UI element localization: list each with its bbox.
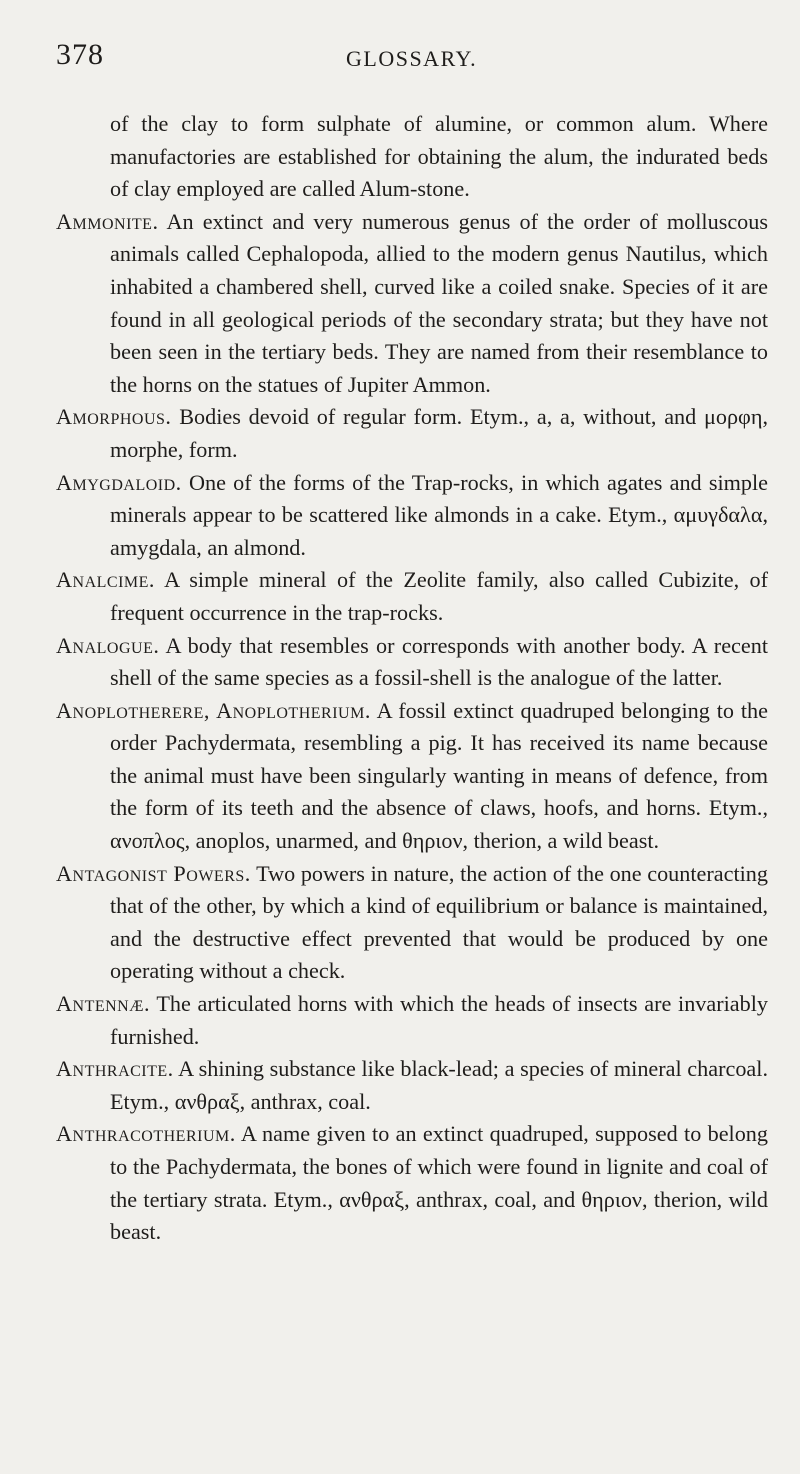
entry-text: Bodies devoid of regular form. Etym., a, a, without, and μορφη, morphe, form.	[110, 404, 769, 462]
page-header	[56, 38, 756, 78]
entry-headword: Ammonite.	[56, 208, 159, 234]
entry-text: One of the forms of the Trap-rocks, in which agates and simple minerals appear to be scattered like almonds in a cake. Etym., αμυγδαλα, amygdala, an almond.	[110, 469, 769, 560]
entry-text: A shining substance like black-lead; a species of mineral charcoal. Etym., ανθραξ, anthrax, coal.	[110, 1056, 768, 1114]
glossary-entry-amorphous	[56, 401, 768, 466]
entry-headword: Analogue.	[56, 632, 160, 658]
entry-text: An extinct and very numerous genus of the order of molluscous animals called Cephalopoda, allied to the modern genus Nautilus, which inhabited a chambered shell, curved like a coiled snake. Species of it are found in all geological periods of the secondary strata; but they have not been seen in the tertiary beds. They are named from their resemblance to the horns on the statues of Jupiter Ammon.	[110, 208, 768, 397]
entry-text: A body that resembles or corresponds with another body. A recent shell of the same species as a fossil-shell is the analogue of the latter.	[110, 632, 768, 691]
glossary-entry-anthracotherium	[56, 1118, 768, 1248]
running-head: GLOSSARY.	[346, 46, 478, 71]
entry-text: A simple mineral of the Zeolite family, also called Cubizite, of frequent occurrence in the trap-rocks.	[110, 567, 768, 625]
glossary-entry-ammonite	[56, 206, 768, 402]
entry-text: of the clay to form sulphate of alumine, or common alum. Where manufactories are established for obtaining the alum, the indurated beds of clay employed are called Alum-stone.	[110, 111, 768, 202]
glossary-entry-amygdaloid	[56, 467, 768, 565]
entry-headword: Anthracotherium.	[56, 1121, 236, 1147]
entry-headword: Anthracite.	[56, 1056, 174, 1082]
entry-text: A fossil extinct quadruped belonging to the order Pachydermata, resembling a pig. It has received its name because the animal must have been singularly wanting in means of defence, from the form of its teeth and the absence of claws, hoofs, and horns. Etym., ανοπλος, anoplos, unarmed, and θηριον, therion, a wild beast.	[110, 697, 768, 854]
glossary-entry-anthracite	[56, 1053, 768, 1118]
glossary-entry-continuation	[56, 108, 768, 206]
entry-text: A name given to an extinct quadruped, supposed to belong to the Pachydermata, the bones of which were found in lignite and coal of the tertiary strata. Etym., ανθραξ, anthrax, coal, and θηριον, therion, wild beast.	[110, 1121, 768, 1245]
entry-text: The articulated horns with which the heads of insects are invariably furnished.	[110, 991, 768, 1049]
glossary-entries	[56, 108, 768, 1249]
entry-headword: Antagonist Powers.	[56, 860, 251, 886]
entry-headword: Analcime.	[56, 567, 155, 593]
glossary-entry-analogue	[56, 630, 768, 695]
entry-headword: Anoplotherere, Anoplotherium.	[56, 697, 371, 723]
glossary-entry-analcime	[56, 564, 768, 629]
entry-headword: Antennæ.	[56, 991, 151, 1017]
glossary-entry-anoplotherium	[56, 695, 768, 858]
glossary-entry-antennae	[56, 988, 768, 1053]
glossary-entry-antagonist-powers	[56, 858, 768, 988]
entry-headword: Amorphous.	[56, 404, 172, 430]
page-number: 378	[56, 38, 104, 71]
entry-headword: Amygdaloid.	[56, 469, 182, 495]
entry-text: Two powers in nature, the action of the one counteracting that of the other, by which a kind of equilibrium or balance is maintained, and the destructive effect prevented that would be produced by one operating without a check.	[110, 860, 768, 984]
